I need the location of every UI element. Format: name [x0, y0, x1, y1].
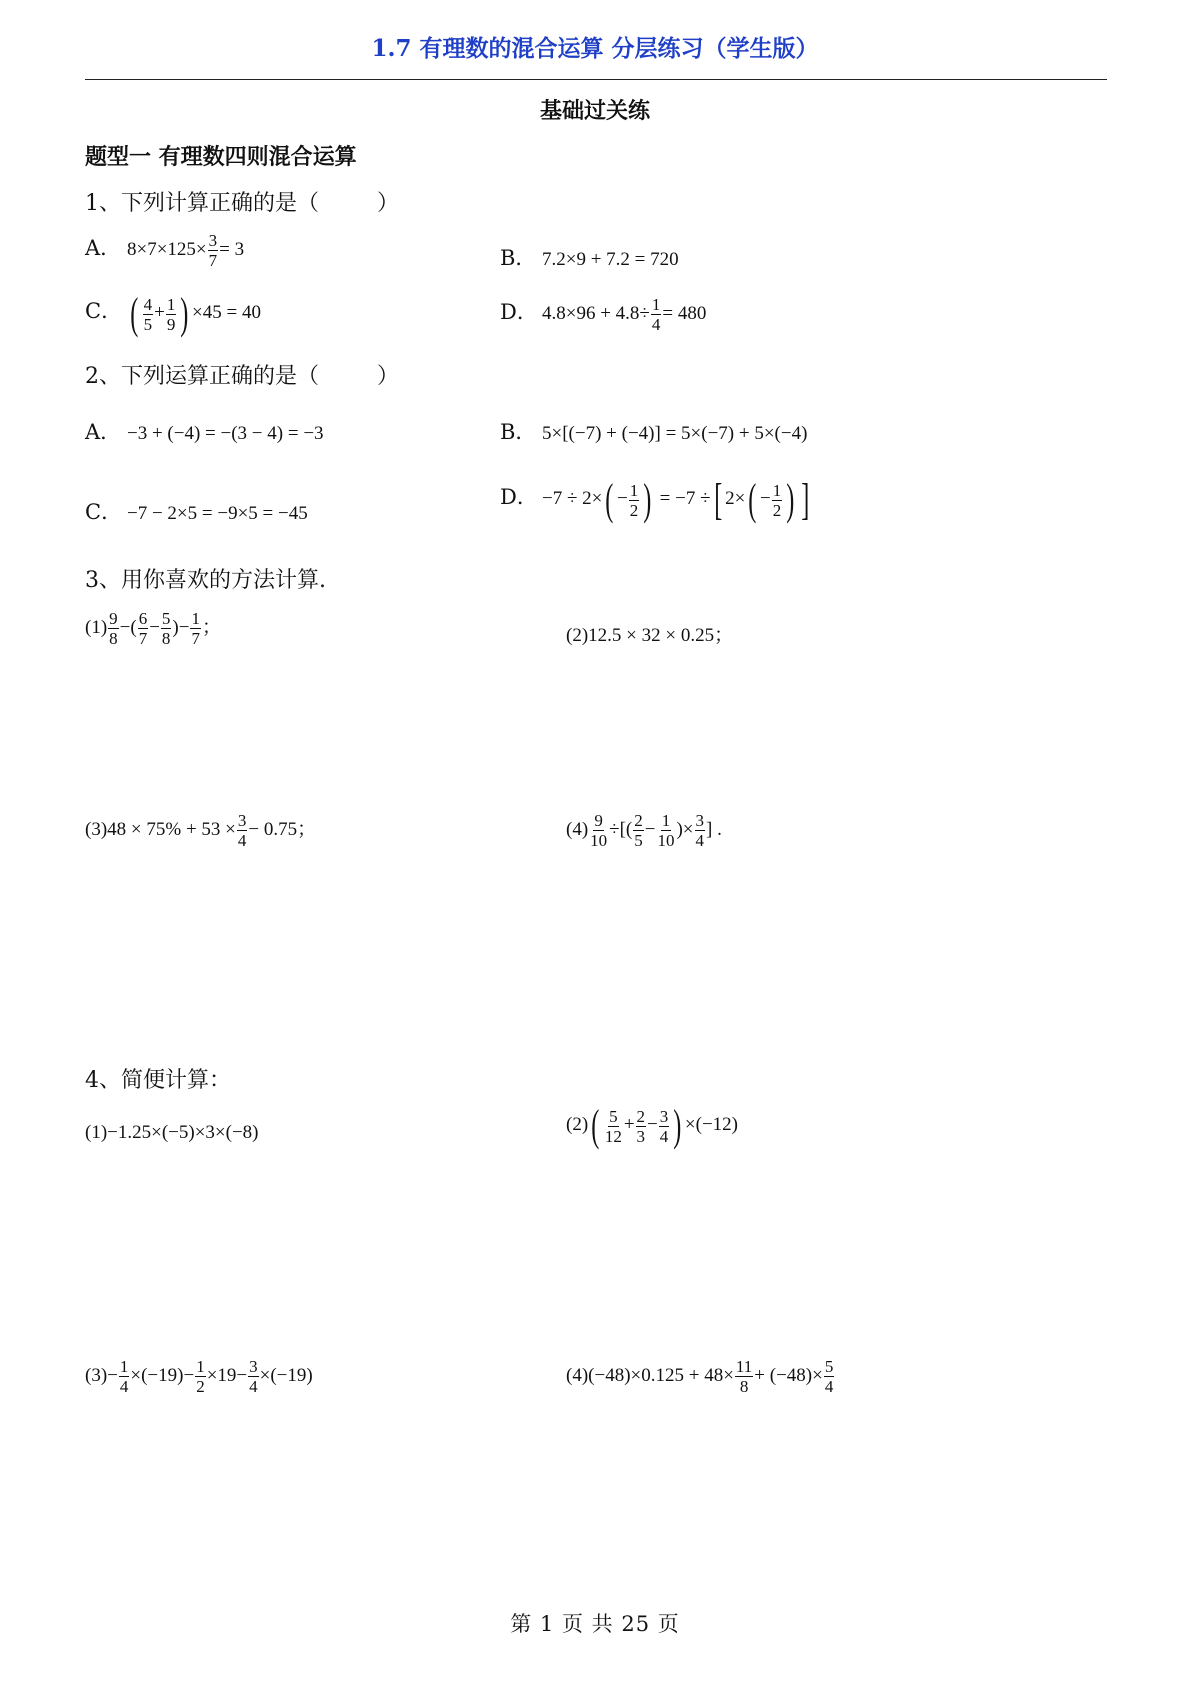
- q2-option-a: A． −3 + (−4) = −(3 − 4) = −3: [85, 420, 324, 444]
- q2-option-d: D． −7 ÷ 2×( − $\frac{1}{2}$ ) = −7 ÷[ 2×( − $\frac{1}{2}$ ) ]: [500, 475, 810, 524]
- q2-option-c: C． −7 − 2×5 = −9×5 = −45: [85, 500, 308, 524]
- q1-option-b: B． 7.2×9 + 7.2 = 720: [500, 246, 679, 270]
- question-type-heading: 题型一 有理数四则混合运算: [85, 144, 357, 170]
- q1-option-d: D． 4.8×96 + 4.8÷ $\frac{1}{4}$ = 480: [500, 295, 707, 335]
- fraction: $\frac{3}{7}$: [208, 231, 218, 271]
- q3-part-4: (4) $\frac{9}{10}$ ÷[( $\frac{2}{5}$ − $\frac{1}{10}$ )× $\frac{3}{4}$ ] .: [566, 811, 722, 850]
- q1-option-a: A． 8×7×125× $\frac{3}{7}$ = 3: [85, 231, 245, 271]
- q4-part-3: (3)− $\frac{1}{4}$ ×(−19)− $\frac{1}{2}$ ×19− $\frac{3}{4}$ ×(−19): [85, 1357, 313, 1396]
- q3-part-3: (3)48 × 75% + 53 × $\frac{3}{4}$ − 0.75；: [85, 811, 317, 850]
- q4-part-4: (4)(−48)×0.125 + 48× $\frac{11}{8}$ + (−48)× $\frac{5}{4}$: [566, 1357, 834, 1396]
- q3-part-1: (1) $\frac{9}{8}$ −( $\frac{6}{7}$ − $\frac{5}{8}$ )− $\frac{1}{7}$ ；: [85, 609, 221, 648]
- q4-part-1: (1)−1.25×(−5)×3×(−8): [85, 1122, 259, 1143]
- q3-part-2: (2)12.5 × 32 × 0.25；: [566, 625, 734, 646]
- document-title: 1.7 有理数的混合运算 分层练习（学生版）: [371, 35, 819, 62]
- q1-option-c: C． ( $\frac{4}{5}$ + $\frac{1}{9}$ ) ×45 = 40: [85, 289, 261, 338]
- question-1-stem: 1、下列计算正确的是（ ）: [85, 191, 400, 216]
- page-footer: 第 1 页 共 25 页: [510, 1612, 680, 1636]
- question-2-stem: 2、下列运算正确的是（ ）: [85, 364, 400, 389]
- section-heading: 基础过关练: [539, 98, 650, 124]
- header-divider: [85, 79, 1107, 80]
- question-3-stem: 3、用你喜欢的方法计算.: [85, 568, 326, 593]
- q2-option-b: B． 5×[(−7) + (−4)] = 5×(−7) + 5×(−4): [500, 420, 808, 444]
- q4-part-2: (2)( $\frac{5}{12}$ + $\frac{2}{3}$ − $\frac{3}{4}$ ) ×(−12): [566, 1101, 738, 1150]
- question-4-stem: 4、简便计算：: [85, 1068, 231, 1093]
